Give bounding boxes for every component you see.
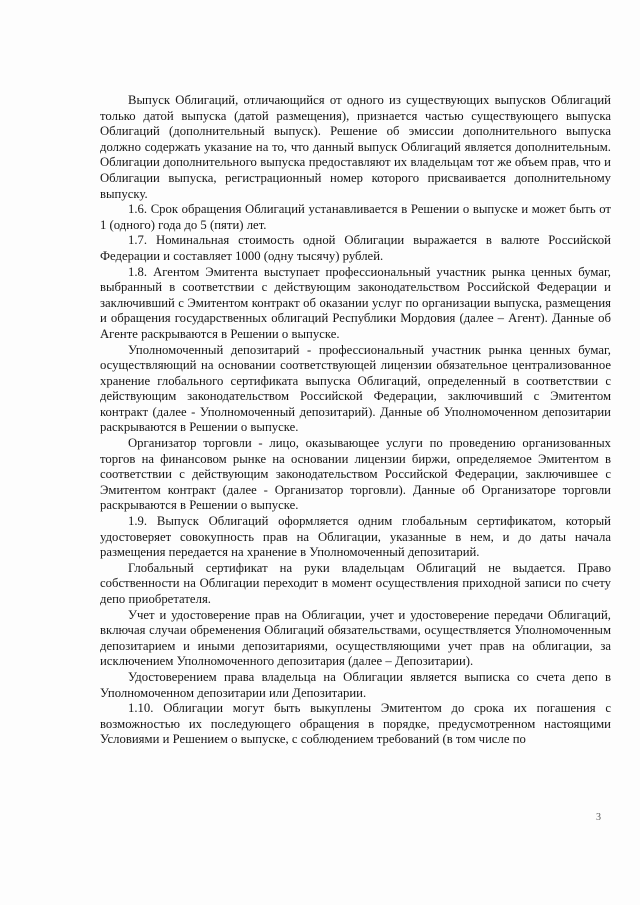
document-body [100,93,611,748]
paragraph-trade-organizer: Организатор торговли - лицо, оказывающее услуги по проведению организованных торгов на финансовом рынке на основании лицензии биржи, определяемое Эмитентом в соответствии с действующим законодательством Российской Федерации, заключившее с Эмитентом контракт (далее - Организатор торговли). Данные об Организаторе торговли раскрываются в Решении о выпуске. [100,436,611,513]
paragraph-1-8-agent: 1.8. Агентом Эмитента выступает профессиональный участник рынка ценных бумаг, выбранный в соответствии с действующим законодательством Российской Федерации и заключивший с Эмитентом контракт об оказании услуг по организации выпуска, размещения и обращения государственных облигаций Республики Мордовия (далее – Агент). Данные об Агенте раскрываются в Решении о выпуске. [100,264,611,341]
paragraph-additional-issue: Выпуск Облигаций, отличающийся от одного из существующих выпусков Облигаций только датой выпуска (датой размещения), признается частью существующего выпуска Облигаций (дополнительный выпуск). Решение об эмиссии дополнительного выпуска должно содержать указание на то, что данный выпуск Облигаций является дополнительным. Облигации дополнительного выпуска предоставляют их владельцам тот же объем прав, что и Облигации выпуска, регистрационный номер которого присваивается дополнительному выпуску. [100,93,611,201]
paragraph-1-10-buyback: 1.10. Облигации могут быть выкуплены Эмитентом до срока их погашения с возможностью их последующего обращения в порядке, предусмотренном настоящими Условиями и Решением о выпуске, с соблюдением требований (в том числе по [100,701,611,747]
paragraph-rights-accounting: Учет и удостоверение прав на Облигации, учет и удостоверение передачи Облигаций, включая случаи обременения Облигаций обязательствами, осуществляется Уполномоченным депозитарием и иными депозитариями, осуществляющими учет прав на облигации, за исключением Уполномоченного депозитария (далее – Депозитарии). [100,607,611,669]
paragraph-ownership-certificate: Удостоверением права владельца на Облигации является выписка со счета депо в Уполномоченном депозитарии или Депозитарии. [100,669,611,700]
paragraph-1-6-circulation-term: 1.6. Срок обращения Облигаций устанавливается в Решении о выпуске и может быть от 1 (одного) года до 5 (пяти) лет. [100,202,611,232]
paragraph-authorized-depository: Уполномоченный депозитарий - профессиональный участник рынка ценных бумаг, осуществляющий на основании соответствующей лицензии обязательное централизованное хранение глобального сертификата выпуска Облигаций, определенный в соответствии с действующим законодательством Российской Федерации, заключивший с Эмитентом контракт (далее - Уполномоченный депозитарий). Данные об Уполномоченном депозитарии раскрываются в Решении о выпуске. [100,342,611,435]
page-number: 3 [596,812,601,823]
paragraph-1-9-global-certificate: 1.9. Выпуск Облигаций оформляется одним глобальным сертификатом, который удостоверяет совокупность прав на Облигации, указанные в нем, и до даты начала размещения передается на хранение в Уполномоченный депозитарий. [100,514,611,560]
paragraph-1-7-nominal-value: 1.7. Номинальная стоимость одной Облигации выражается в валюте Российской Федерации и составляет 1000 (одну тысячу) рублей. [100,233,611,263]
paragraph-ownership-transfer: Глобальный сертификат на руки владельцам Облигаций не выдается. Право собственности на Облигации переходит в момент осуществления приходной записи по счету депо приобретателя. [100,560,611,606]
